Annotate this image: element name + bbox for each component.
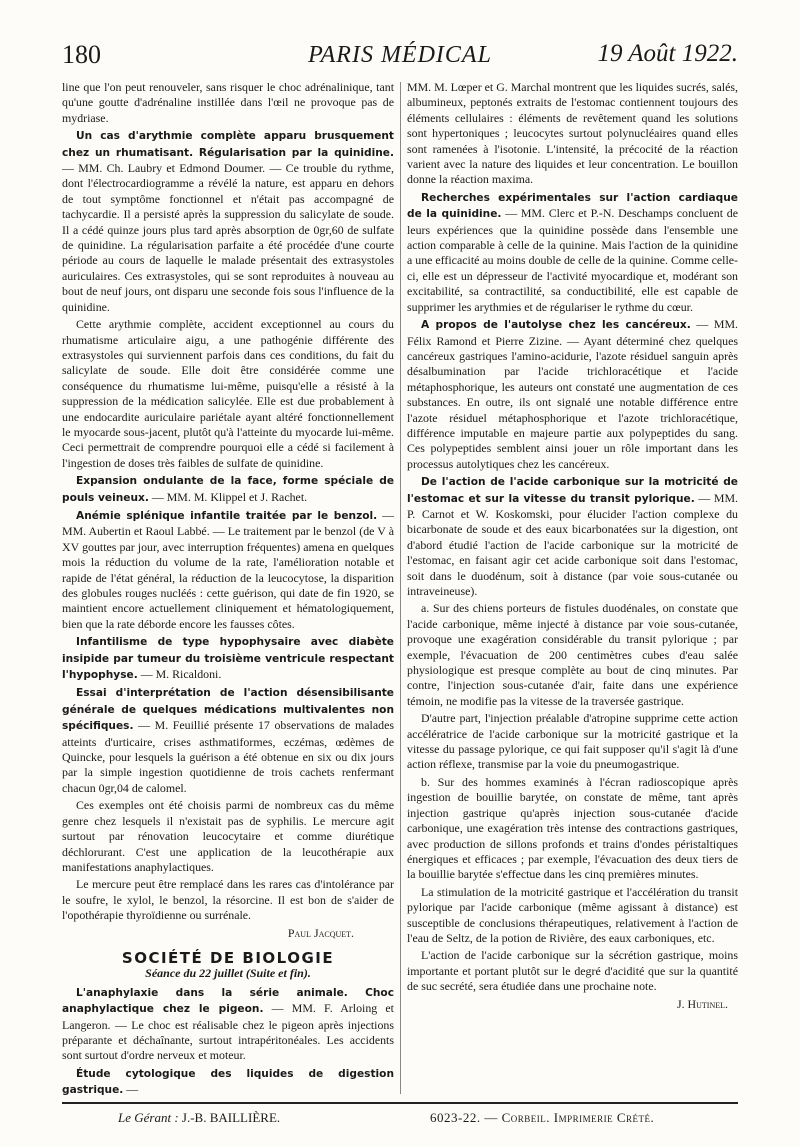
footer-gerant: [118, 1110, 280, 1126]
paragraph: D'autre part, l'injection préalable d'atropine supprime cette action accélératrice de l'acide carbonique sur la motricité gastrique et la vitesse du passage pylorique, ce qui fait supposer qu'il s'agit là d'une action réflexe, transmise par la voie du pneumogastrique.: [407, 711, 738, 772]
authors: MM. M. Lœper et G. Marchal: [407, 80, 551, 94]
paragraph: Le mercure peut être remplacé dans les rares cas d'intolérance par le soufre, le xylol, le benzol, la résorcine. Il est bon de s'aider de l'opothérapie thyroïdienne ou surrénale.: [62, 877, 394, 923]
paragraph: Ces exemples ont été choisis parmi de nombreux cas du même genre chez lesquels il n'existait pas de syphilis. Le mercure agit surtout par rénovation leucocytaire et comme diurétique déchlorurant. C'est une application de la leucothérapie aux manifestations anaphylactiques.: [62, 798, 394, 874]
footer-printer: [430, 1110, 654, 1126]
body-text: pour élucider l'action complexe du bicarbonate de soude et des eaux bicarbonatées sur la digestion, ont d'abord étudié l'action de l'acide carbonique sur la motricité de l'estomac, en faisant agir cet acide carbonique soit dans l'estomac, soit dans le duodénum, soit à distance (par voie sous-cutanée ou intraveineuse).: [407, 506, 738, 598]
section-title: Étude cytologique des liquides de digestion gastrique.: [62, 1067, 394, 1097]
body-text: montrent que les liquides sucrés, salés, albumineux, peptonés extraits de l'estomac contiennent toujours des éléments cellulaires : éléments de revêtement quand les solutions sont hypertoniques ; leucocytes surtout polynucléaires quand elles sont ramenées à l'isotonie. L'intensité, la précocité de la réaction varient avec la nature des liquides et leur concentration. Le bouillon donne la réaction maxima.: [407, 80, 738, 187]
body-text: — Ce trouble du rythme, dont l'électrocardiogramme a révélé la nature, est apparu en dehors de tout symptôme fonctionnel et n'était pas accompagné de tachycardie. Il a persisté après la suppression du salicylate de soude. Il a cédé quinze jours plus tard après absorption de 0gr,60 de sulfate de quinidine. La régularisation parfaite a été procédée d'une courte période au cours de laquelle le malade présentait des extrasystoles auriculaires. Ces extrasystoles, qui se sont reproduites à nouveau au bout de neuf jours, ont disparu une seconde fois sous l'influence de la quinidine.: [62, 161, 394, 314]
session-heading: Séance du 22 juillet (Suite et fin).: [145, 966, 311, 981]
paragraph: La stimulation de la motricité gastrique et l'accélération du transit pylorique par l'acide carbonique (même agissant à distance) est susceptible de conclusions thérapeutiques, relativement à l'action de l'eau de Seltz, de la potion de Rivière, des eaux carboniques, etc.: [407, 884, 738, 945]
section-title: L'anaphylaxie dans la série animale. Choc anaphylactique chez le pigeon.: [62, 986, 394, 1016]
footer-rule: [62, 1102, 738, 1104]
section-title: Un cas d'arythmie complète apparu brusquement chez un rhumatisant. Régularisation par la quinidine.: [62, 130, 394, 159]
authors: — MM. Félix Ramond et Pierre Zizine.: [407, 317, 738, 348]
communication-cytologie: [62, 1066, 394, 1099]
body-text: — Le traitement par le benzol (de V à XV gouttes par jour, avec interruption fréquentes) amena en quelques mois la réduction du volume de la rate, l'amélioration notable et rapide de l'état général, la réduction de la leucocytose, la disparition des globules rouges nucléés : cette guérison, qui date de fin 1920, se maintient encore actuellement cliniquement et hématologiquement, bien que la rate déborde encore les fausses côtes.: [62, 524, 394, 631]
body-text: — Ayant déterminé chez quelques cancéreux gastriques l'amino-acidurie, l'azote résiduel sanguin après désalbumination par l'acide trichloracétique et l'acide métaphosphorique, les auteurs ont constaté une augmentation de ces substances. En outre, ils ont signalé une notable différence entre l'azote résiduel métaphosphorique et l'azote trichloracétique, différence imputable en majeure partie aux polypeptides du sang. Ces polypeptides semblent ainsi jouer un rôle important dans les processus autolytiques chez les cancéreux.: [407, 333, 738, 471]
journal-title: PARIS MÉDICAL: [308, 42, 492, 68]
authors: — MM. Aubertin et Raoul Labbé.: [62, 507, 394, 539]
communication-arythmie: [62, 128, 394, 315]
printer-info: 6023-22. — Corbeil. Imprimerie Crété.: [430, 1110, 655, 1125]
authors: — MM. M. Klippel et J. Rachet.: [151, 489, 308, 504]
paragraph: line que l'on peut renouveler, sans risquer le choc adrénalinique, tant qu'une goutte d'adrénaline instillée dans l'œil ne provoque pas de mydriase.: [62, 80, 394, 125]
communication-infantilisme: [62, 634, 394, 683]
communication-anemie: [62, 508, 394, 632]
body-text: présente 17 observations de malades atteints d'urticaire, crises asthmatiformes, eczémas, œdèmes de Quincke, pour lesquels la guérison a été obtenue en six ou dix jours par la simple ingestion quotidienne de trois cachets renfermant chacun 0gr,04 de calomel.: [62, 718, 394, 795]
communication-autolyse: [407, 317, 738, 472]
authors: — M. Feuillié: [138, 718, 210, 733]
authors: — MM. Clerc et P.-N. Deschamps: [505, 206, 673, 221]
paragraph: L'action de l'acide carbonique sur la sécrétion gastrique, moins importante et portant plutôt sur le degré d'acidité que sur la quantité de suc secrété, sera étudiée dans une prochaine note.: [407, 948, 738, 994]
section-title: Infantilisme de type hypophysaire avec diabète insipide par tumeur du troisième ventricule respectant l'hypophyse.: [62, 636, 394, 682]
body-text: — Le choc est réalisable chez le pigeon après injections préparante et déchaînante, surtout intrapéritonéales. Les accidents sont surtout d'ordre nerveux et moteur.: [62, 1017, 395, 1063]
authors: — MM. P. Carnot et W. Koskomski,: [407, 490, 739, 521]
right-column: [407, 80, 738, 1012]
page-header: [62, 40, 738, 80]
paragraph: [407, 80, 738, 188]
issue-date: 19 Août 1922.: [597, 40, 738, 67]
signature: J. Hutinel.: [676, 996, 728, 1011]
section-title: Essai d'interprétation de l'action désensibilisante générale de quelques médications multivalentes non spécifiques.: [62, 687, 394, 733]
authors: — M. Ricaldoni.: [140, 667, 222, 682]
section-title: Recherches expérimentales sur l'action cardiaque de la quinidine.: [407, 191, 738, 221]
communication-acide-carbonique: [407, 474, 738, 599]
paragraph: Cette arythmie complète, accident exceptionnel au cours du rhumatisme articulaire aigu, a une pathogénie différente des extrasystoles qui surviennent parfois dans ces conditions, du fait du salicylate de soude. Elle doit être considérée comme une conséquence du rhumatisme lui-même, puisqu'elle a résisté à la suppression de la médication salicylée. Elle est due probablement à une endocardite auriculaire pariétale ayant altéré fonctionnellement le myocarde sous-jacent, plutôt qu'à l'atteinte du myocarde lui-même. Ceci permettrait de comprendre pourquoi elle a cédé si facilement à l'ingestion de doses très faibles de sulfate de quinidine.: [62, 317, 394, 470]
body-text: concluent de leurs expériences que la quinidine possède dans l'ensemble une action comparable à celle de la quinine. Mais l'action de la quinidine a une efficacité au moins double de celle de la quinine. Comme celle-ci, elle est un dépresseur de l'activité myocardique et, modérant son excitabilité, sa contractilité, sa conductibilité, elle est capable de supprimer les arythmies et de régulariser le rythme du cœur.: [407, 206, 738, 314]
section-title: Expansion ondulante de la face, forme spéciale de pouls veineux.: [62, 475, 394, 504]
communication-expansion: [62, 473, 394, 506]
paragraph: a. Sur des chiens porteurs de fistules duodénales, on constate que l'acide carbonique, même injecté à distance par voie sous-cutanée, provoque une exagération considérable du transit pylorique ; par exemple, l'évacuation de 200 centimètres cubes d'eau salée physiologique est presque complète au bout de cinq minutes. Par contre, l'injection sous-cutanée d'air, faite dans une expérience témoin, ne modifie pas la vitesse de la traversée gastrique.: [407, 601, 738, 708]
section-title: De l'action de l'acide carbonique sur la motricité de l'estomac et sur la vitesse du transit pylorique.: [407, 476, 738, 505]
communication-quinidine: [407, 190, 738, 315]
society-heading: SOCIÉTÉ DE BIOLOGIE: [121, 948, 335, 967]
gerant-name: J.-B. BAILLIÈRE.: [181, 1110, 281, 1125]
column-divider: [400, 82, 401, 1094]
gerant-label: Le Gérant :: [118, 1110, 179, 1125]
communication-anaphylaxie: [62, 985, 394, 1064]
signature: Paul Jacquet.: [287, 925, 354, 940]
communication-essai: [62, 685, 394, 796]
left-column: [62, 80, 394, 1101]
page-number: 180: [62, 40, 101, 69]
section-title: A propos de l'autolyse chez les cancéreux.: [421, 319, 691, 332]
dash: —: [126, 1082, 139, 1097]
authors: — MM. F. Arloing et Langeron.: [62, 1001, 394, 1032]
authors: — MM. Ch. Laubry et Edmond Doumer.: [62, 161, 266, 176]
paragraph: b. Sur des hommes examinés à l'écran radioscopique après ingestion de bouillie barytée, on constate de même, tant après injection gastrique qu'après injection sous-cutanée d'acide carbonique, une exagération très intense des contractions gastriques, avec production de sillons profonds et trains d'ondes péristaltiques énergiques et efficaces ; par exemple, l'évacuation des deux tiers de la bouillie barytée s'effectue dans les cinq premières minutes.: [407, 774, 738, 882]
section-title: Anémie splénique infantile traitée par le benzol.: [76, 509, 378, 522]
